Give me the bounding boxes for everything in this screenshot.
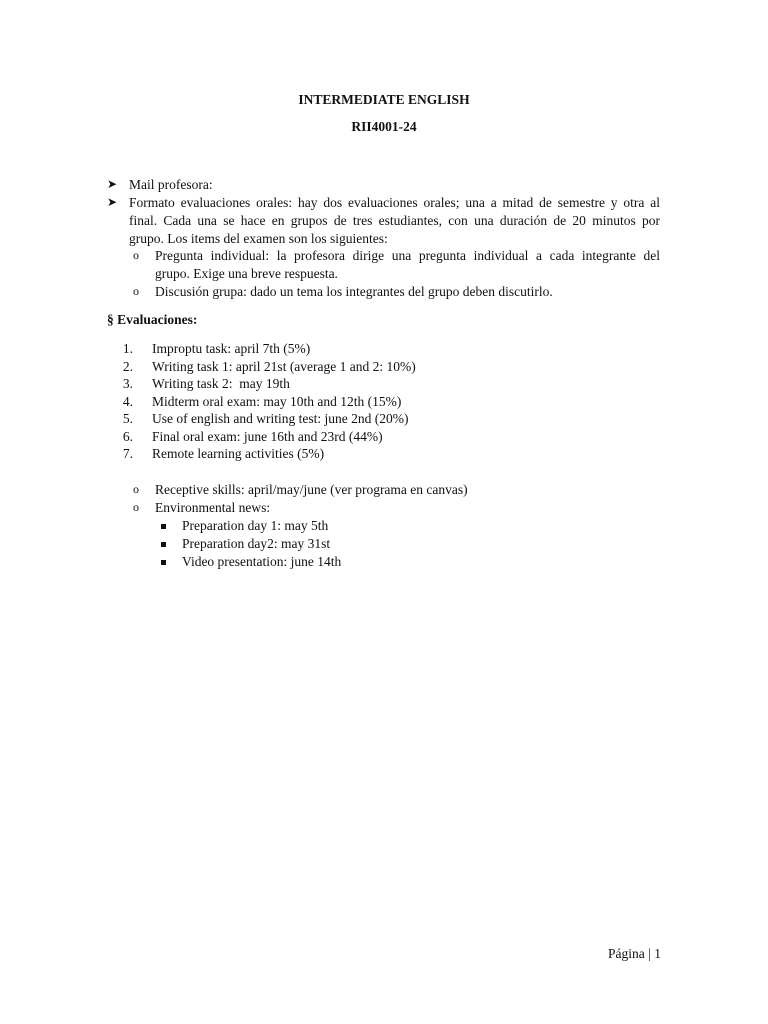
sub-item-pregunta-line-1: Pregunta individual: la profesora dirige una pregunta individual a cada integrante del bbox=[155, 248, 660, 263]
sub-item-discusion: Discusión grupa: dado un tema los integrantes del grupo deben discutirlo. bbox=[155, 284, 553, 299]
list-item: Remote learning activities (5%) bbox=[152, 446, 325, 461]
environmental-news-subitem: Preparation day2: may 31st bbox=[182, 536, 331, 551]
bullet-mail-profesora: Mail profesora: bbox=[129, 177, 213, 192]
list-number: 1. bbox=[122, 341, 133, 356]
list-item: Improptu task: april 7th (5%) bbox=[152, 341, 311, 356]
arrow-bullet-icon: ➤ bbox=[107, 177, 118, 191]
list-number: 6. bbox=[122, 429, 133, 444]
list-item: Writing task 2: may 19th bbox=[152, 376, 290, 391]
environmental-news-item: Environmental news: bbox=[155, 500, 271, 515]
course-code: RII4001-24 bbox=[351, 119, 417, 134]
square-bullet-icon bbox=[161, 524, 166, 529]
circle-bullet-icon: o bbox=[133, 500, 139, 514]
list-number: 5. bbox=[122, 411, 133, 426]
environmental-news-subitem: Preparation day 1: may 5th bbox=[182, 518, 329, 533]
list-number: 7. bbox=[122, 446, 133, 461]
square-bullet-icon bbox=[161, 560, 166, 565]
list-item: Writing task 1: april 21st (average 1 and 2: 10%) bbox=[152, 359, 416, 374]
list-item: Final oral exam: june 16th and 23rd (44%) bbox=[152, 429, 383, 444]
environmental-news-subitem: Video presentation: june 14th bbox=[182, 554, 342, 569]
circle-bullet-icon: o bbox=[133, 284, 139, 298]
bullet-formato-line-3: grupo. Los items del examen son los siguientes: bbox=[129, 231, 388, 246]
bullet-formato-line-1: Formato evaluaciones orales: hay dos evaluaciones orales; una a mitad de semestre y otra al bbox=[129, 195, 660, 210]
circle-bullet-icon: o bbox=[133, 482, 139, 496]
list-number: 3. bbox=[122, 376, 133, 391]
circle-bullet-icon: o bbox=[133, 248, 139, 262]
list-item: Midterm oral exam: may 10th and 12th (15%) bbox=[152, 394, 402, 409]
evaluaciones-heading: § Evaluaciones: bbox=[107, 312, 198, 327]
list-item: Use of english and writing test: june 2nd (20%) bbox=[152, 411, 409, 426]
square-bullet-icon bbox=[161, 542, 166, 547]
list-number: 4. bbox=[122, 394, 133, 409]
bullet-formato-line-2: final. Cada una se hace en grupos de tres estudiantes, con una duración de 20 minutos por bbox=[129, 213, 660, 228]
document-title: INTERMEDIATE ENGLISH bbox=[298, 92, 470, 107]
sub-item-pregunta-line-2: grupo. Exige una breve respuesta. bbox=[155, 266, 338, 281]
receptive-skills-item: Receptive skills: april/may/june (ver programa en canvas) bbox=[155, 482, 468, 497]
arrow-bullet-icon: ➤ bbox=[107, 195, 118, 209]
page-number-footer: Página | 1 bbox=[608, 946, 661, 961]
list-number: 2. bbox=[122, 359, 133, 374]
